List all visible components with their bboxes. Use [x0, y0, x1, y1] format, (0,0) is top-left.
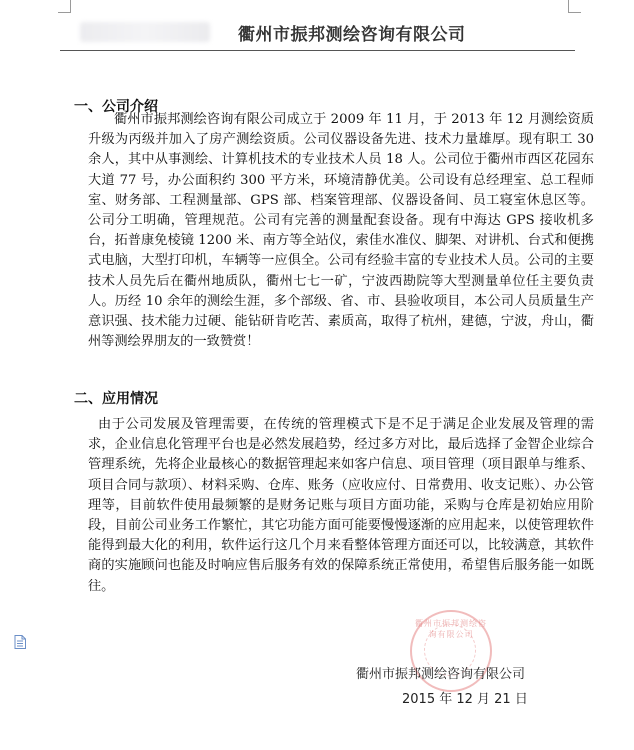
section-heading-intro: 一、公司介绍	[74, 99, 158, 115]
signature-date: 2015 年 12 月 21 日	[402, 692, 528, 707]
section-heading-application: 二、应用情况	[74, 391, 158, 407]
blurred-logo	[80, 22, 210, 42]
crop-mark-top-left	[58, 0, 71, 13]
header-title: 衢州市振邦测绘咨询有限公司	[238, 25, 466, 45]
document-icon	[14, 634, 26, 648]
seal-text: 衢州市振邦测绘咨询有限公司	[415, 619, 487, 639]
signature-company: 衢州市振邦测绘咨询有限公司	[356, 667, 526, 682]
section-body-application: 由于公司发展及管理需要，在传统的管理模式下是不足于满足企业发展及管理的需求，企业信息化管理平台也是必然发展趋势，经过多方对比，最后选择了金智企业综合管理系统，先将企业最核心的数据管理起来如客户信息、项目管理（项目跟单与维系、项目合同与款项）、材料采购、仓库、账务（应收应付、日常费用、收支记账）、办公管理等，目前软件使用最频繁的是财务记账与项目方面功能，采购与仓库是初始应用阶段，目前公司业务工作繁忙，其它功能方面可能要慢慢逐渐的应用起来，以使管理软件能得到最大化的利用，软件运行这几个月来看整体管理方面还可以，比较满意，其软件商的实施顾问也能及时响应售后服务有效的保障系统正常使用，希望售后服务能一如既往。	[88, 417, 594, 594]
header-divider	[60, 50, 575, 51]
crop-mark-top-right	[568, 0, 581, 13]
section-body-intro: 衢州市振邦测绘咨询有限公司成立于 2009 年 11 月，于 2013 年 12 月测绘资质升级为丙级并加入了房产测绘资质。公司仪器设备先进、技术力量雄厚。现有职工 30 余人，其中从事测绘、计算机技术的专业技术人员 18 人。公司位于衢州市西区花园东大道 77 号，办公面积约 300 平方米，环境清静优美。公司设有总经理室、总工程师室、财务部、工程测量部、GPS 部、档案管理部、仪器设备间、员工寝室休息区等。公司分工明确，管理规范。公司有完善的测量配套设备。现有中海达 GPS 接收机多台，拓普康免棱镜 1200 米、南方等全站仪，索佳水准仪、脚架、对讲机、台式和便携式电脑，大型打印机，车辆等一应俱全。公司有经验丰富的专业技术人员。公司的主要技术人员先后在衢州地质队，衢州七七一矿，宁波西勘院等大型测量单位任主要负责人。历经 10 余年的测绘生涯，多个部级、省、市、县验收项目，本公司人员质量生产意识强、技术能力过硬、能钻研肯吃苦、素质高，取得了杭州，建德，宁波，舟山，衢州等测绘界朋友的一致赞赏！	[88, 112, 594, 350]
